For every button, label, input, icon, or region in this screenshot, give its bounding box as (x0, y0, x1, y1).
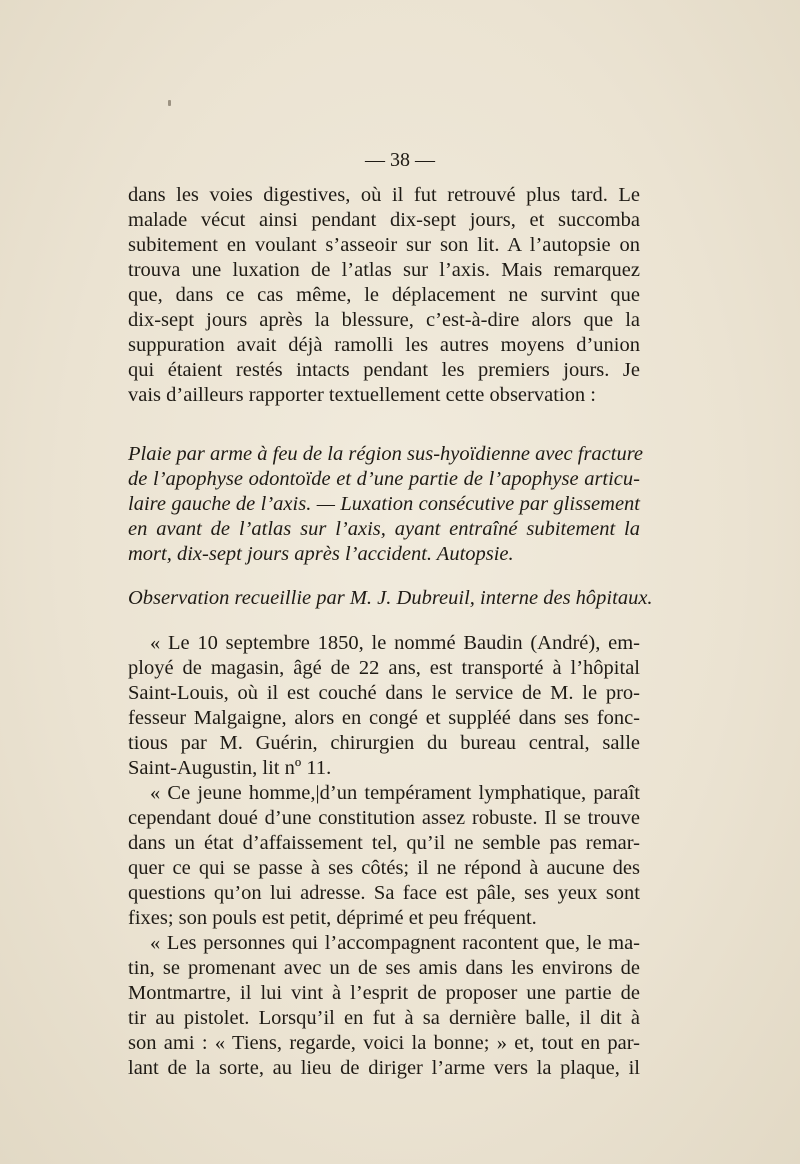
text-line: « Ce jeune homme,|d’un tempérament lymphatique, paraît (150, 782, 640, 804)
text-line: que, dans ce cas même, le déplacement ne survint que (128, 284, 640, 306)
text-line: Saint-Augustin, lit nº 11. (128, 757, 332, 779)
text-line: questions qu’on lui adresse. Sa face est pâle, ses yeux sont (128, 882, 640, 904)
observation-title-line: mort, dix-sept jours après l’accident. Autopsie. (128, 543, 514, 565)
text-line: trouva une luxation de l’atlas sur l’axis. Mais remarquez (128, 259, 640, 281)
text-line: tin, se promenant avec un de ses amis dans les environs de (128, 957, 640, 979)
text-line: malade vécut ainsi pendant dix-sept jours, et succomba (128, 209, 640, 231)
text-line: cependant doué d’une constitution assez robuste. Il se trouve (128, 807, 640, 829)
text-line: dix-sept jours après la blessure, c’est-à-dire alors que la (128, 309, 640, 331)
text-line: quer ce qui se passe à ses côtés; il ne répond à aucune des (128, 857, 640, 879)
observation-source: Observation recueillie par M. J. Dubreuil, interne des hôpitaux. (128, 587, 653, 609)
page-number: — 38 — (365, 149, 435, 171)
observation-title-line: laire gauche de l’axis. — Luxation consécutive par glissement (128, 493, 640, 515)
text-line: tir au pistolet. Lorsqu’il en fut à sa dernière balle, il dit à (128, 1007, 640, 1029)
text-line: « Les personnes qui l’accompagnent racontent que, le ma- (150, 932, 640, 954)
text-line: Montmartre, il lui vint à l’esprit de proposer une partie de (128, 982, 640, 1004)
text-line: tious par M. Guérin, chirurgien du bureau central, salle (128, 732, 640, 754)
text-line: fesseur Malgaigne, alors en congé et suppléé dans ses fonc- (128, 707, 640, 729)
text-line: « Le 10 septembre 1850, le nommé Baudin (André), em- (150, 632, 640, 654)
text-line: lant de la sorte, au lieu de diriger l’arme vers la plaque, il (128, 1057, 640, 1079)
text-line: son ami : « Tiens, regarde, voici la bonne; » et, tout en par- (128, 1032, 640, 1054)
observation-title-line: en avant de l’atlas sur l’axis, ayant entraîné subitement la (128, 518, 640, 540)
text-line: dans les voies digestives, où il fut retrouvé plus tard. Le (128, 184, 640, 206)
text-line: ployé de magasin, âgé de 22 ans, est transporté à l’hôpital (128, 657, 640, 679)
text-line: vais d’ailleurs rapporter textuellement cette observation : (128, 384, 596, 406)
text-line: dans un état d’affaissement tel, qu’il ne semble pas remar- (128, 832, 640, 854)
ink-speck (168, 100, 171, 106)
observation-title-line: Plaie par arme à feu de la région sus-hyoïdienne avec fracture (128, 443, 644, 465)
text-line: Saint-Louis, où il est couché dans le service de M. le pro- (128, 682, 640, 704)
text-line: subitement en voulant s’asseoir sur son lit. A l’autopsie on (128, 234, 640, 256)
text-line: qui étaient restés intacts pendant les premiers jours. Je (128, 359, 640, 381)
text-line: fixes; son pouls est petit, déprimé et peu fréquent. (128, 907, 537, 929)
text-line: suppuration avait déjà ramolli les autres moyens d’union (128, 334, 640, 356)
observation-title-line: de l’apophyse odontoïde et d’une partie de l’apophyse articu- (128, 468, 640, 490)
